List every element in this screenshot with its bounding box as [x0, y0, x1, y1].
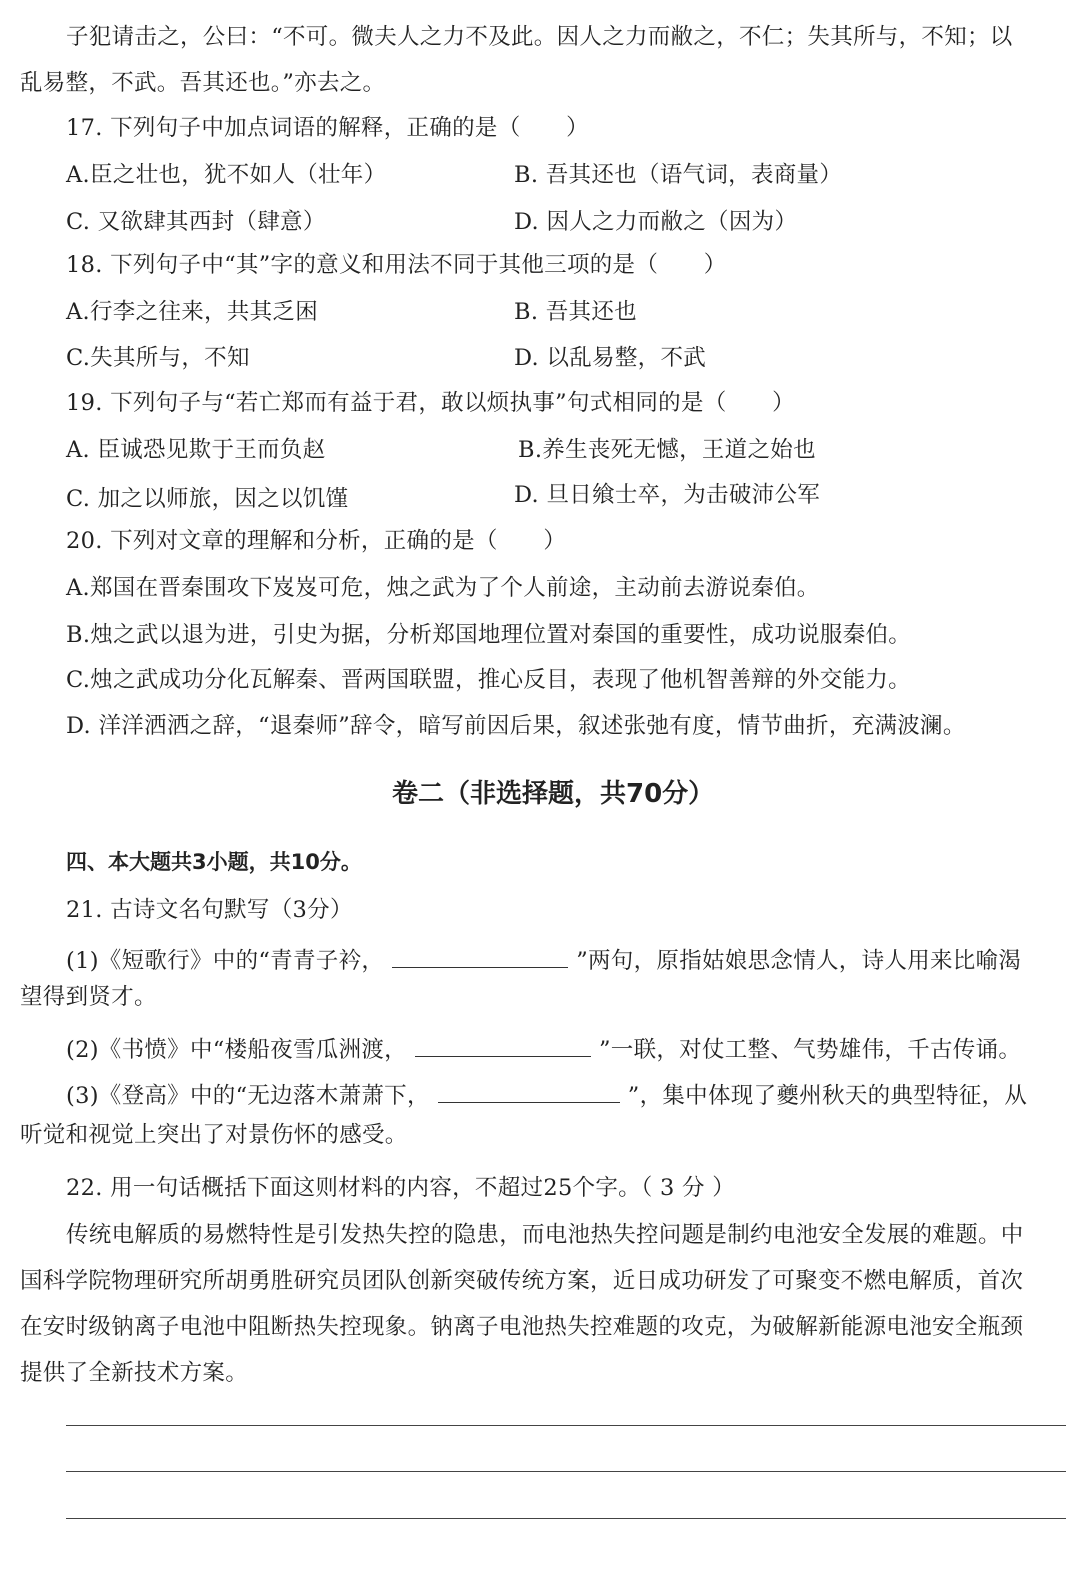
question-19-option-d: D. 旦日飨士卒，为击破沛公军 [514, 482, 821, 508]
question-17-option-c: C. 又欲肆其西封（肆意） [66, 209, 326, 235]
answer-line-2[interactable] [66, 1471, 1066, 1472]
question-21-item-2-suffix: ”一联，对仗工整、气势雄伟，千古传诵。 [598, 1037, 1022, 1063]
question-21-item-3-prefix: (3)《登高》中的“无边落木萧萧下， [66, 1083, 430, 1109]
fill-blank-1[interactable] [392, 945, 568, 968]
question-18-option-d: D. 以乱易整，不武 [514, 345, 707, 371]
passage-line-1: 子犯请击之，公曰：“不可。微夫人之力不及此。因人之力而敝之，不仁；失其所与，不知；以 [66, 24, 1013, 50]
question-21-stem: 21. 古诗文名句默写（3分） [66, 897, 353, 923]
question-18-stem: 18. 下列句子中“其”字的意义和用法不同于其他三项的是（ ） [66, 252, 727, 278]
question-22-stem: 22. 用一句话概括下面这则材料的内容，不超过25个字。（ 3 分 ） [66, 1175, 736, 1201]
question-21-item-2-prefix: (2)《书愤》中“楼船夜雪瓜洲渡， [66, 1037, 407, 1063]
fill-blank-2[interactable] [415, 1034, 591, 1057]
question-22-material-line-4: 提供了全新技术方案。 [20, 1360, 249, 1386]
question-20-option-b: B.烛之武以退为进，引史为据，分析郑国地理位置对秦国的重要性，成功说服秦伯。 [66, 622, 912, 648]
question-22-material-line-3: 在安时级钠离子电池中阻断热失控现象。钠离子电池热失控难题的攻克，为破解新能源电池安全瓶颈 [20, 1314, 1024, 1340]
question-18-option-b: B. 吾其还也 [514, 299, 637, 325]
question-21-item-1 [66, 945, 1021, 976]
question-17-stem: 17. 下列句子中加点词语的解释，正确的是（ ） [66, 115, 589, 141]
question-21-item-1-prefix: (1)《短歌行》中的“青青子衿， [66, 948, 385, 974]
question-20-option-d: D. 洋洋洒洒之辞，“退秦师”辞令，暗写前因后果，叙述张弛有度，情节曲折，充满波澜。 [66, 713, 966, 739]
question-20-option-c: C.烛之武成功分化瓦解秦、晋两国联盟，推心反目，表现了他机智善辩的外交能力。 [66, 667, 911, 693]
question-20-option-a: A.郑国在晋秦围攻下岌岌可危，烛之武为了个人前途，主动前去游说秦伯。 [66, 575, 820, 601]
question-21-item-1-suffix: ”两句，原指姑娘思念情人，诗人用来比喻渴 [576, 948, 1022, 974]
question-21-item-2 [66, 1034, 1021, 1065]
question-17-option-d: D. 因人之力而敝之（因为） [514, 209, 798, 235]
question-21-item-3-suffix: ”，集中体现了夔州秋天的典型特征，从 [627, 1083, 1028, 1109]
question-22-material-line-1: 传统电解质的易燃特性是引发热失控的隐患，而电池热失控问题是制约电池安全发展的难题。中 [66, 1222, 1024, 1248]
question-21-item-3-continued: 听觉和视觉上突出了对景伤怀的感受。 [20, 1122, 408, 1148]
answer-line-1[interactable] [66, 1425, 1066, 1426]
question-19-option-c: C. 加之以师旅，因之以饥馑 [66, 486, 349, 512]
question-19-option-a: A. 臣诚恐见欺于王而负赵 [66, 437, 326, 463]
question-21-item-1-continued: 望得到贤才。 [20, 984, 157, 1010]
question-18-option-c: C.失其所与，不知 [66, 345, 250, 371]
question-20-stem: 20. 下列对文章的理解和分析，正确的是（ ） [66, 528, 567, 554]
question-22-material-line-2: 国科学院物理研究所胡勇胜研究员团队创新突破传统方案，近日成功研发了可聚变不燃电解质，首次 [20, 1268, 1024, 1294]
question-17-option-b: B. 吾其还也（语气词，表商量） [514, 162, 843, 188]
question-19-stem: 19. 下列句子与“若亡郑而有益于君，敢以烦执事”句式相同的是（ ） [66, 390, 795, 416]
question-18-option-a: A.行李之往来，共其乏困 [66, 299, 319, 325]
section-2-title: 卷二（非选择题，共70分） [392, 779, 715, 809]
question-19-option-b: B.养生丧死无憾，王道之始也 [518, 437, 816, 463]
passage-line-2: 乱易整，不武。吾其还也。”亦去之。 [20, 70, 386, 96]
fill-blank-3[interactable] [438, 1080, 620, 1103]
part-4-heading: 四、本大题共3小题，共10分。 [66, 850, 362, 874]
question-17-option-a: A.臣之壮也，犹不如人（壮年） [66, 162, 387, 188]
answer-line-3[interactable] [66, 1518, 1066, 1519]
question-21-item-3 [66, 1080, 1027, 1111]
